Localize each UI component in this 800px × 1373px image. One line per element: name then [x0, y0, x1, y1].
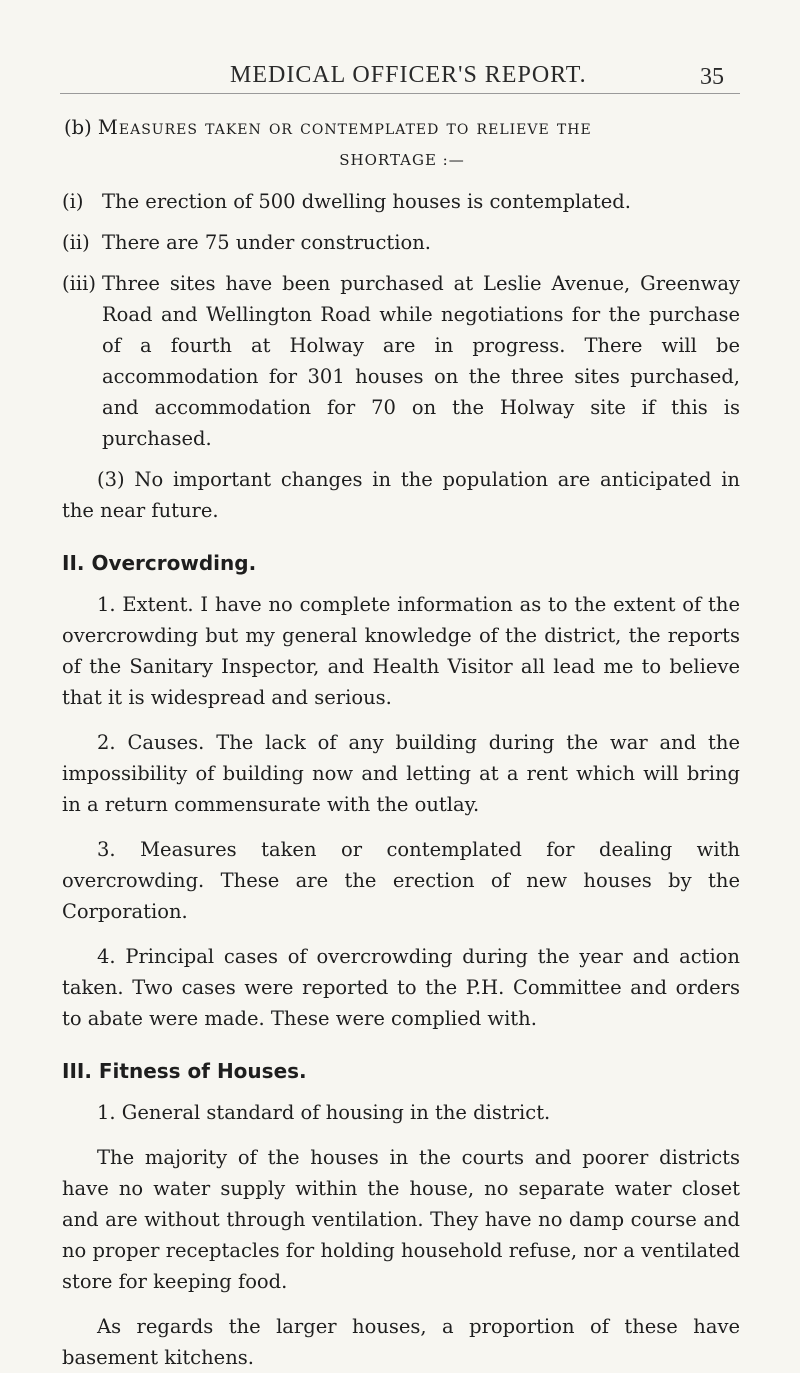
- measures-heading-text: Measures taken or contemplated to relieve the: [97, 116, 592, 139]
- measure-item-number: (ii): [62, 231, 90, 254]
- measure-item-number: (iii): [62, 272, 96, 295]
- measure-item-text: Three sites have been purchased at Leslie Avenue, Greenway Road and Wellington Road while negotiations for the purchase of a fourth at Holway are in progress. There will be accommodation for 301 houses on the three sites purchased, and accommodation for 70 on the Holway site if this is purchased.: [102, 272, 740, 450]
- overcrowding-paragraph: 4. Principal cases of overcrowding during the year and action taken. Two cases were reported to the P.H. Committee and orders to abate were made. These were complied with.: [62, 945, 740, 1030]
- document-body: [62, 112, 740, 1373]
- population-paragraph: (3) No important changes in the population are anticipated in the near future.: [62, 468, 740, 522]
- overcrowding-paragraph: 3. Measures taken or contemplated for dealing with overcrowding. These are the erection of new houses by the Corporation.: [62, 838, 740, 923]
- overcrowding-paragraph: 2. Causes. The lack of any building during the war and the impossibility of building now and letting at a rent which will bring in a return commensurate with the outlay.: [62, 731, 740, 816]
- fitness-paragraph: As regards the larger houses, a proportion of these have basement kitchens.: [62, 1315, 740, 1369]
- fitness-paragraph: 1. General standard of housing in the district.: [97, 1101, 551, 1124]
- measure-item: [62, 227, 740, 258]
- measures-heading: [62, 112, 740, 176]
- measure-item-text: There are 75 under construction.: [102, 231, 431, 254]
- measure-item-text: The erection of 500 dwelling houses is contemplated.: [102, 190, 631, 213]
- measure-item-number: (i): [62, 190, 84, 213]
- header-rule: [60, 93, 740, 94]
- fitness-heading: III. Fitness of Houses.: [62, 1059, 307, 1083]
- measure-item: [62, 186, 740, 217]
- measure-item: [62, 268, 740, 454]
- measures-heading-line2: SHORTAGE :—: [339, 151, 465, 169]
- measures-label: (b): [64, 116, 92, 139]
- fitness-paragraph: The majority of the houses in the courts and poorer districts have no water supply within the house, no separate water closet and are without through ventilation. They have no damp course and no proper receptacles for holding household refuse, nor a ventilated store for keeping food.: [62, 1146, 740, 1293]
- running-title: MEDICAL OFFICER'S REPORT.: [230, 62, 587, 88]
- overcrowding-heading: II. Overcrowding.: [62, 551, 257, 575]
- measures-heading-line1: [64, 112, 740, 143]
- overcrowding-paragraph: 1. Extent. I have no complete information as to the extent of the overcrowding but my general knowledge of the district, the reports of the Sanitary Inspector, and Health Visitor all lead me to believe that it is widespread and serious.: [62, 593, 740, 709]
- page-number: 35: [700, 64, 724, 90]
